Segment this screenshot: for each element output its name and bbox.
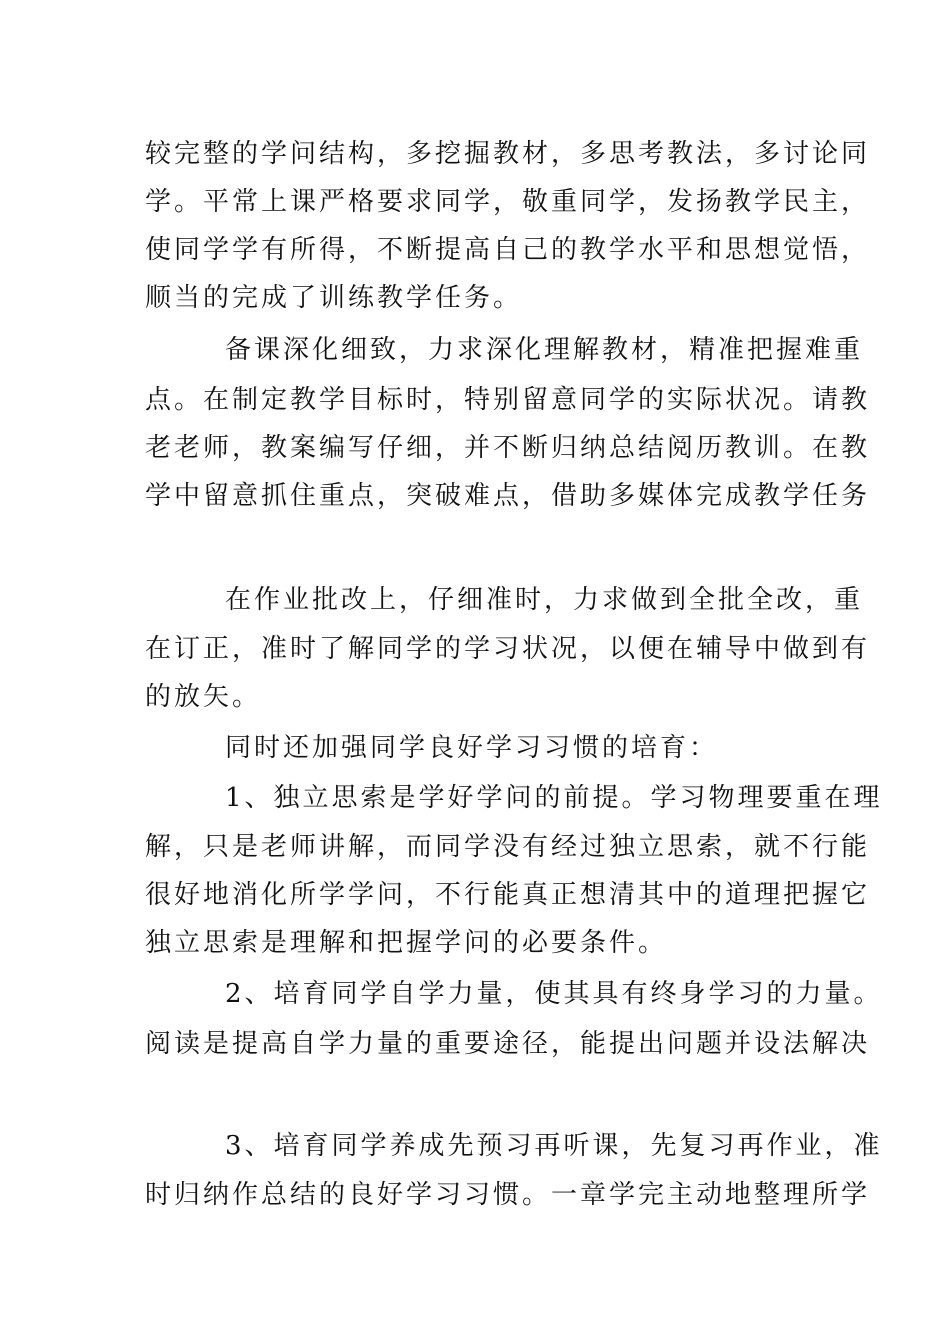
text-line: 较完整的学问结构，多挖掘教材，多思考教法，多讨论同 <box>145 139 871 169</box>
text-line: 阅读是提高自学力量的重要途径，能提出问题并设法解决 <box>145 1029 871 1059</box>
text-line: 解，只是老师讲解，而同学没有经过独立思索，就不行能 <box>145 832 871 862</box>
text-line: 的放矢。 <box>145 682 262 712</box>
text-line: 使同学学有所得，不断提高自己的教学水平和思想觉悟， <box>145 235 871 265</box>
text-line: 独立思索是理解和把握学问的必要条件。 <box>145 928 668 958</box>
text-line: 时归纳作总结的良好学习习惯。一章学完主动地整理所学 <box>145 1180 871 1210</box>
text-line: 顺当的完成了训练教学任务。 <box>145 283 523 313</box>
text-line: 很好地消化所学学问，不行能真正想清其中的道理把握它 <box>145 880 871 910</box>
text-line: 1、独立思索是学好学问的前提。学习物理要重在理 <box>225 783 883 813</box>
text-line: 学。平常上课严格要求同学，敬重同学，发扬教学民主， <box>145 187 871 217</box>
text-line: 3、培育同学养成先预习再听课，先复习再作业，准 <box>225 1131 883 1161</box>
text-line: 2、培育同学自学力量，使其具有终身学习的力量。 <box>225 979 883 1009</box>
text-line: 同时还加强同学良好学习习惯的培育： <box>225 733 719 763</box>
text-line: 备课深化细致，力求深化理解教材，精准把握难重 <box>225 335 864 365</box>
text-line: 学中留意抓住重点，突破难点，借助多媒体完成教学任务 <box>145 481 871 511</box>
text-line: 在订正，准时了解同学的学习状况，以便在辅导中做到有 <box>145 634 871 664</box>
text-line: 在作业批改上，仔细准时，力求做到全批全改，重 <box>225 585 864 615</box>
text-line: 老老师，教案编写仔细，并不断归纳总结阅历教训。在教 <box>145 433 871 463</box>
text-line: 点。在制定教学目标时，特别留意同学的实际状况。请教 <box>145 385 871 415</box>
